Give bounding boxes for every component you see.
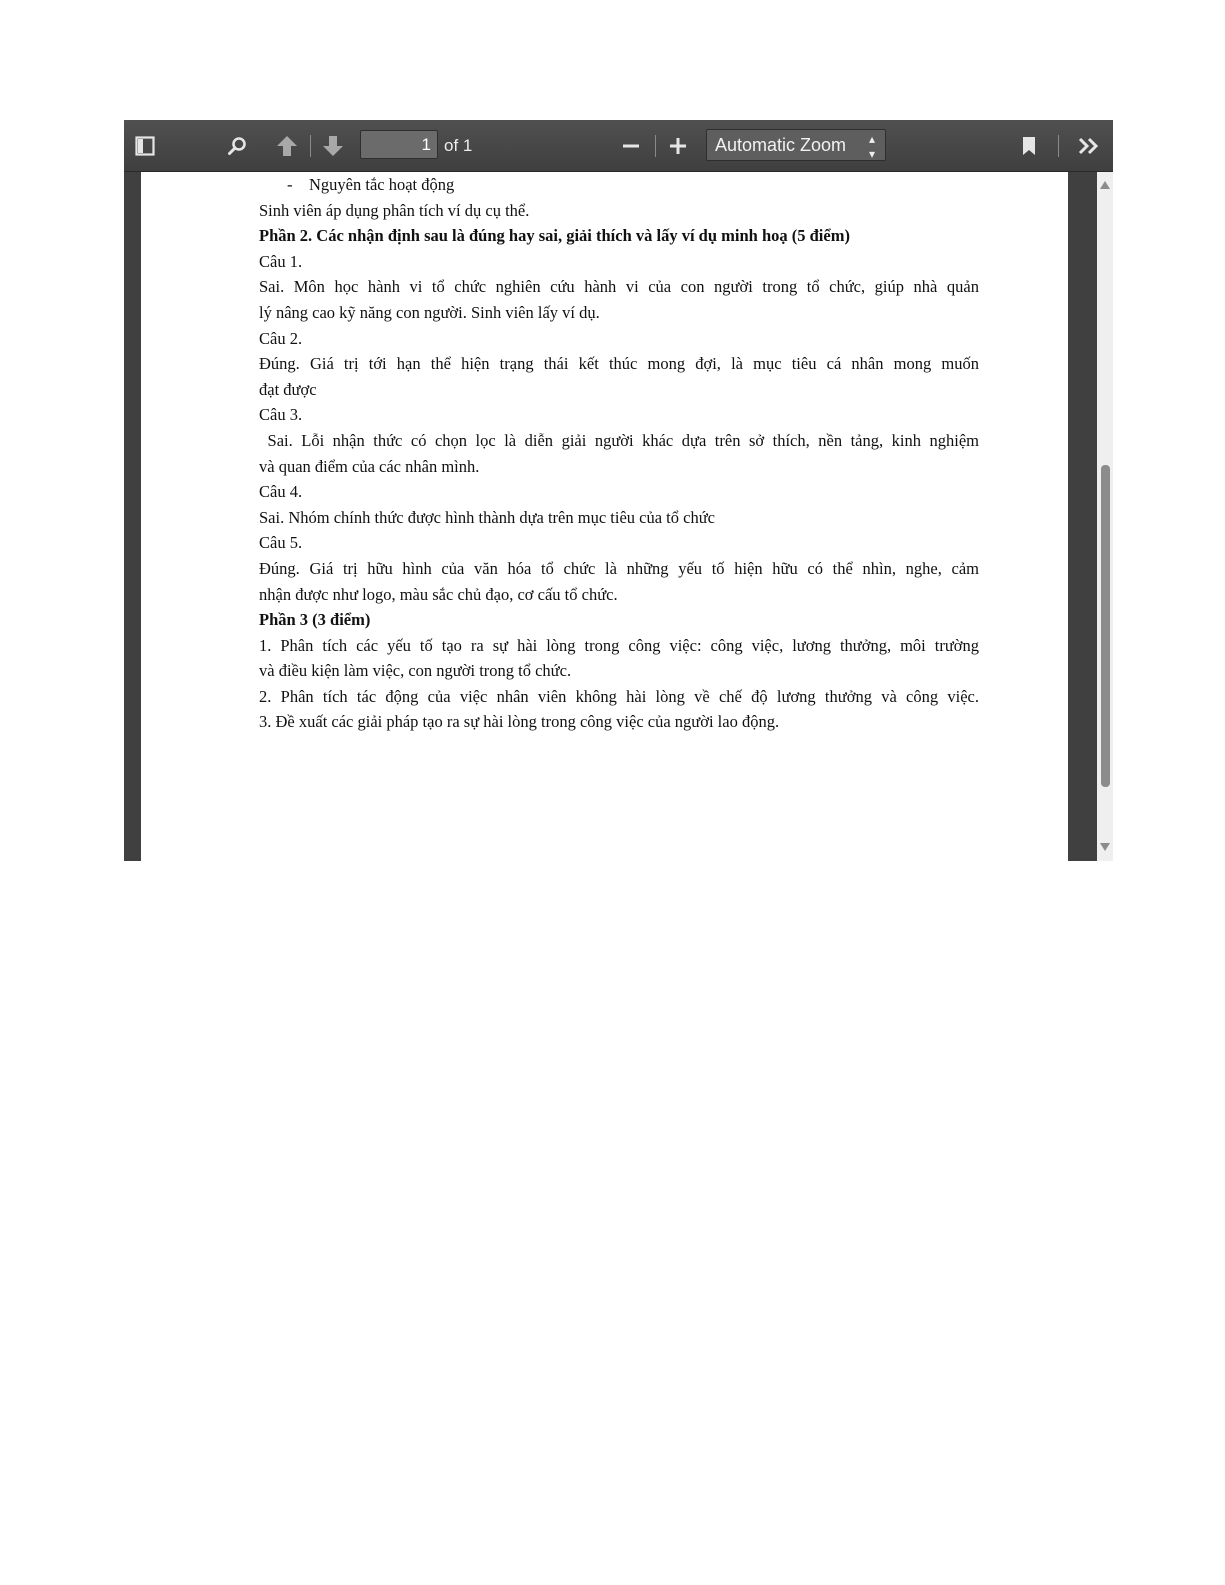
zoom-out-icon [622,137,640,155]
toolbar-separator [1058,135,1059,157]
tools-button[interactable] [1072,120,1106,171]
text-line: Sai. Môn học hành vi tổ chức nghiên cứu hành vi của con người trong tổ chức, giúp nhà quản [259,277,979,297]
tools-icon [1077,136,1101,156]
text-line: và quan điểm của các nhân mình. [259,456,480,476]
toolbar-separator [310,135,311,157]
page-number-input[interactable] [360,130,438,159]
text-line: Đúng. Giá trị hữu hình của văn hóa tổ chức là những yếu tố hiện hữu có thể nhìn, nghe, cảm [259,558,979,578]
previous-page-button[interactable] [272,120,302,171]
scroll-up-icon[interactable] [1100,181,1110,189]
bullet-line [259,172,979,198]
next-page-icon [322,135,344,157]
question-label: Câu 4. [259,482,303,502]
toolbar-separator [655,135,656,157]
pdf-viewer [124,120,1113,861]
viewer-toolbar [124,120,1113,172]
sidebar-toggle-icon [135,136,155,156]
zoom-select[interactable] [706,129,886,161]
search-button[interactable] [222,120,252,171]
question-label: Câu 2. [259,328,303,348]
next-page-button[interactable] [318,120,348,171]
section-heading: Phần 2. Các nhận định sau là đúng hay sai, giải thích và lấy ví dụ minh hoạ (5 điểm) [259,226,850,246]
text-line: Sinh viên áp dụng phân tích ví dụ cụ thể. [259,200,530,220]
text-line: Đúng. Giá trị tới hạn thể hiện trạng thái kết thúc mong đợi, là mục tiêu cá nhân mong muốn [259,354,979,374]
text-line: 2. Phân tích tác động của việc nhân viên không hài lòng về chế độ lương thưởng và công việc. [259,686,979,706]
sidebar-toggle-button[interactable] [128,120,162,171]
scrollbar-thumb[interactable] [1101,465,1110,787]
bookmark-button[interactable] [1017,120,1041,171]
section-heading: Phần 3 (3 điểm) [259,610,371,630]
question-label: Câu 3. [259,405,303,425]
text-line: 1. Phân tích các yếu tố tạo ra sự hài lòng trong công việc: công việc, lương thưởng, môi trường [259,635,979,655]
pdf-page [141,172,1068,861]
previous-page-icon [276,135,298,157]
question-label: Câu 5. [259,533,303,553]
zoom-in-icon [669,137,687,155]
bookmark-icon [1022,136,1036,156]
question-label: Câu 1. [259,251,303,271]
zoom-select-value: Automatic Zoom [715,135,847,155]
vertical-scrollbar[interactable] [1097,172,1113,861]
zoom-in-button[interactable] [665,120,691,171]
text-line: 3. Đề xuất các giải pháp tạo ra sự hài lòng trong công việc của người lao động. [259,712,780,732]
text-line: Nguyên tắc hoạt động [309,175,455,194]
zoom-out-button[interactable] [618,120,644,171]
page-count-label: of 1 [444,136,473,155]
text-line: Sai. Lỗi nhận thức có chọn lọc là diễn giải người khác dựa trên sở thích, nền tảng, kinh nghiệm [259,430,979,450]
text-line: Sai. Nhóm chính thức được hình thành dựa trên mục tiêu của tổ chức [259,507,715,527]
scroll-down-icon[interactable] [1100,843,1110,851]
text-line: và điều kiện làm việc, con người trong tổ chức. [259,661,572,681]
text-line: đạt được [259,379,317,399]
text-line: lý nâng cao kỹ năng con người. Sinh viên lấy ví dụ. [259,302,600,322]
bullet-marker: - [287,175,293,194]
text-line: nhận được như logo, màu sắc chủ đạo, cơ cấu tổ chức. [259,584,618,604]
search-icon [227,136,247,156]
select-arrows-icon: ▴ ▾ [868,132,875,161]
page-content [259,172,979,735]
